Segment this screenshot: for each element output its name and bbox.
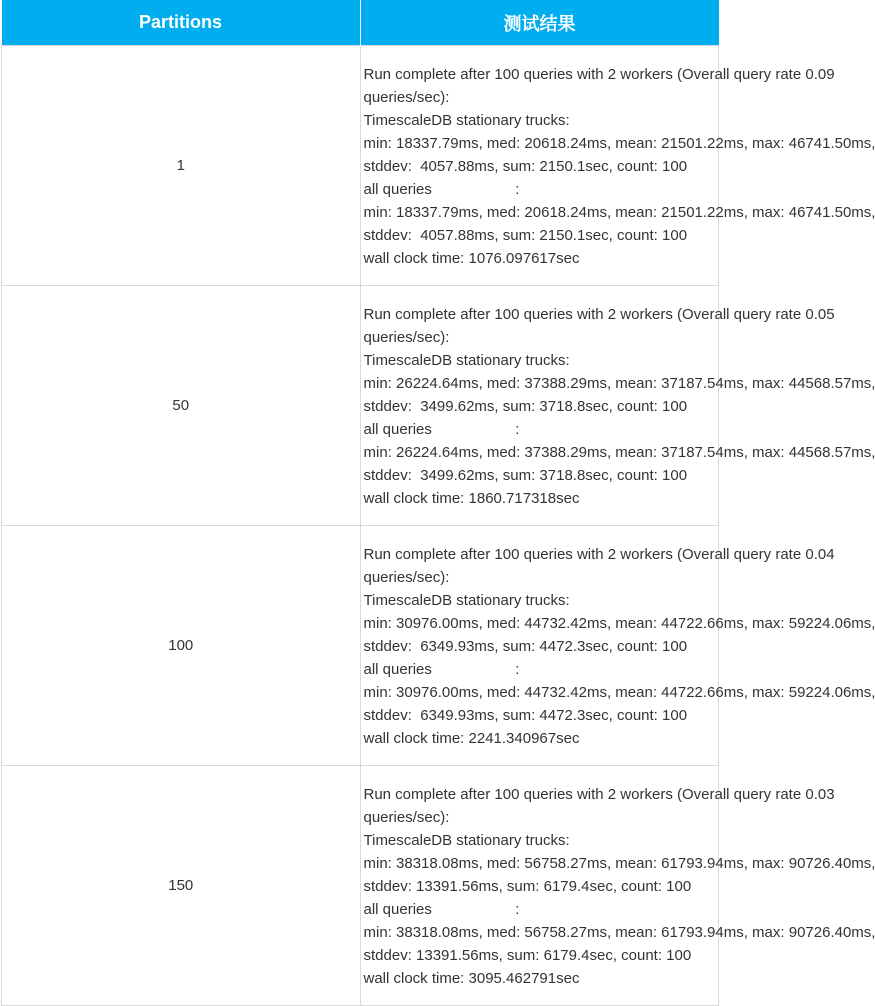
partition-count-cell: 50 (2, 286, 361, 526)
result-line: stddev: 4057.88ms, sum: 2150.1sec, count: 100 (363, 157, 688, 175)
result-line: queries/sec): (363, 88, 450, 106)
result-line: min: 38318.08ms, med: 56758.27ms, mean: 61793.94ms, max: 90726.40ms, (363, 854, 875, 872)
result-line: min: 18337.79ms, med: 20618.24ms, mean: 21501.22ms, max: 46741.50ms, (363, 203, 875, 221)
table-row (2, 46, 719, 286)
result-line: TimescaleDB stationary trucks: (363, 111, 570, 129)
table-row (2, 526, 719, 766)
header-row (2, 0, 719, 46)
partitions-header: Partitions (2, 0, 361, 46)
result-line: min: 30976.00ms, med: 44732.42ms, mean: 44722.66ms, max: 59224.06ms, (363, 614, 875, 632)
result-line: min: 30976.00ms, med: 44732.42ms, mean: 44722.66ms, max: 59224.06ms, (363, 683, 875, 701)
result-line: stddev: 4057.88ms, sum: 2150.1sec, count: 100 (363, 226, 688, 244)
result-line: all queries : (363, 420, 520, 438)
result-line: Run complete after 100 queries with 2 workers (Overall query rate 0.05 (363, 305, 835, 323)
table-body (2, 46, 875, 1006)
result-line: wall clock time: 1860.717318sec (363, 489, 580, 507)
result-line: all queries : (363, 660, 520, 678)
result-line: TimescaleDB stationary trucks: (363, 831, 570, 849)
result-line: stddev: 6349.93ms, sum: 4472.3sec, count: 100 (363, 637, 688, 655)
result-line: Run complete after 100 queries with 2 workers (Overall query rate 0.03 (363, 785, 835, 803)
result-line: stddev: 3499.62ms, sum: 3718.8sec, count: 100 (363, 397, 688, 415)
result-cell (360, 766, 875, 1006)
table-row (2, 286, 719, 526)
result-line: min: 26224.64ms, med: 37388.29ms, mean: 37187.54ms, max: 44568.57ms, (363, 443, 875, 461)
result-line: stddev: 6349.93ms, sum: 4472.3sec, count: 100 (363, 706, 688, 724)
result-line: all queries : (363, 180, 520, 198)
result-line: min: 26224.64ms, med: 37388.29ms, mean: 37187.54ms, max: 44568.57ms, (363, 374, 875, 392)
partition-count-cell: 100 (2, 526, 361, 766)
result-line: queries/sec): (363, 568, 450, 586)
result-line: queries/sec): (363, 328, 450, 346)
result-line: TimescaleDB stationary trucks: (363, 351, 570, 369)
result-line: wall clock time: 1076.097617sec (363, 249, 580, 267)
table-row (2, 766, 719, 1006)
result-line: Run complete after 100 queries with 2 workers (Overall query rate 0.04 (363, 545, 835, 563)
result-line: stddev: 13391.56ms, sum: 6179.4sec, count: 100 (363, 946, 692, 964)
result-line: min: 38318.08ms, med: 56758.27ms, mean: 61793.94ms, max: 90726.40ms, (363, 923, 875, 941)
results-table (1, 0, 875, 1006)
result-cell (360, 46, 875, 286)
result-cell (360, 286, 875, 526)
results-header: 测试结果 (360, 0, 719, 46)
result-cell (360, 526, 875, 766)
result-line: TimescaleDB stationary trucks: (363, 591, 570, 609)
result-line: queries/sec): (363, 808, 450, 826)
result-line: stddev: 13391.56ms, sum: 6179.4sec, count: 100 (363, 877, 692, 895)
result-line: wall clock time: 2241.340967sec (363, 729, 580, 747)
partition-count-cell: 150 (2, 766, 361, 1006)
result-line: wall clock time: 3095.462791sec (363, 969, 580, 987)
partition-count-cell: 1 (2, 46, 361, 286)
result-line: Run complete after 100 queries with 2 workers (Overall query rate 0.09 (363, 65, 835, 83)
result-line: all queries : (363, 900, 520, 918)
result-line: min: 18337.79ms, med: 20618.24ms, mean: 21501.22ms, max: 46741.50ms, (363, 134, 875, 152)
result-line: stddev: 3499.62ms, sum: 3718.8sec, count: 100 (363, 466, 688, 484)
